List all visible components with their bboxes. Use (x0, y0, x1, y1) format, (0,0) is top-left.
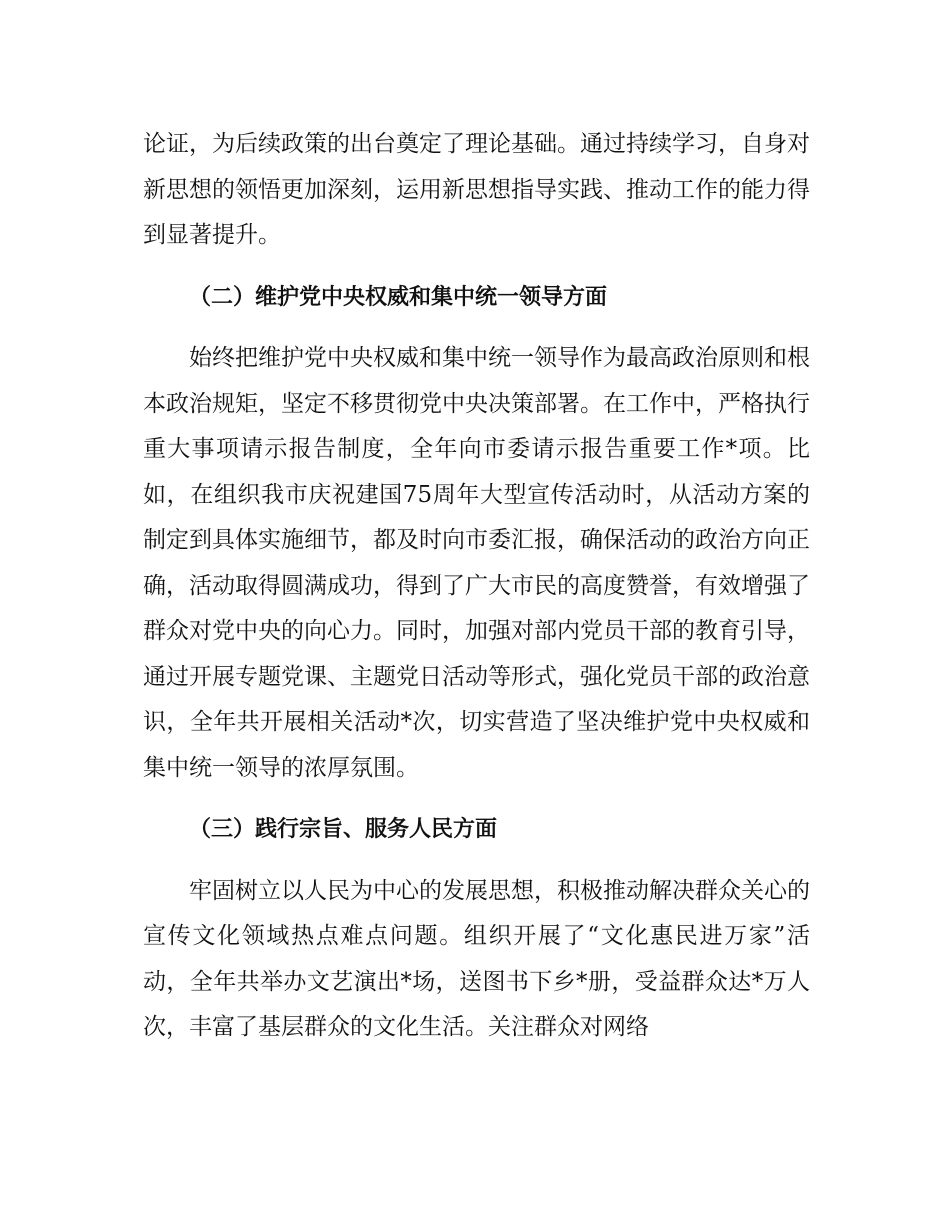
section-heading-2: （二）维护党中央权威和集中统一领导方面 (189, 284, 608, 310)
paragraph-section-3: 牢固树立以人民为中心的发展思想，积极推动解决群众关心的宣传文化领域热点难点问题。组织开展了“文化惠民进万家”活动，全年共举办文艺演出*场，送图书下乡*册，受益群众达*万人次，丰富了基层群众的文化生活。关注群众对网络 (143, 877, 810, 1040)
paragraph-continuation: 论证，为后续政策的出台奠定了理论基础。通过持续学习，自身对新思想的领悟更加深刻，运用新思想指导实践、推动工作的能力得到显著提升。 (143, 131, 810, 248)
paragraph-section-2: 始终把维护党中央权威和集中统一领导作为最高政治原则和根本政治规矩，坚定不移贯彻党中央决策部署。在工作中，严格执行重大事项请示报告制度，全年向市委请示报告重要工作*项。比如，在组织我市庆祝建国75周年大型宣传活动时，从活动方案的制定到具体实施细节，都及时向市委汇报，确保活动的政治方向正确，活动取得圆满成功，得到了广大市民的高度赞誉，有效增强了群众对党中央的向心力。同时，加强对部内党员干部的教育引导，通过开展专题党课、主题党日活动等形式，强化党员干部的政治意识，全年共开展相关活动*次，切实营造了坚决维护党中央权威和集中统一领导的浓厚氛围。 (143, 345, 810, 781)
section-heading-3: （三）践行宗旨、服务人民方面 (189, 817, 498, 842)
document-page (143, 122, 810, 1051)
